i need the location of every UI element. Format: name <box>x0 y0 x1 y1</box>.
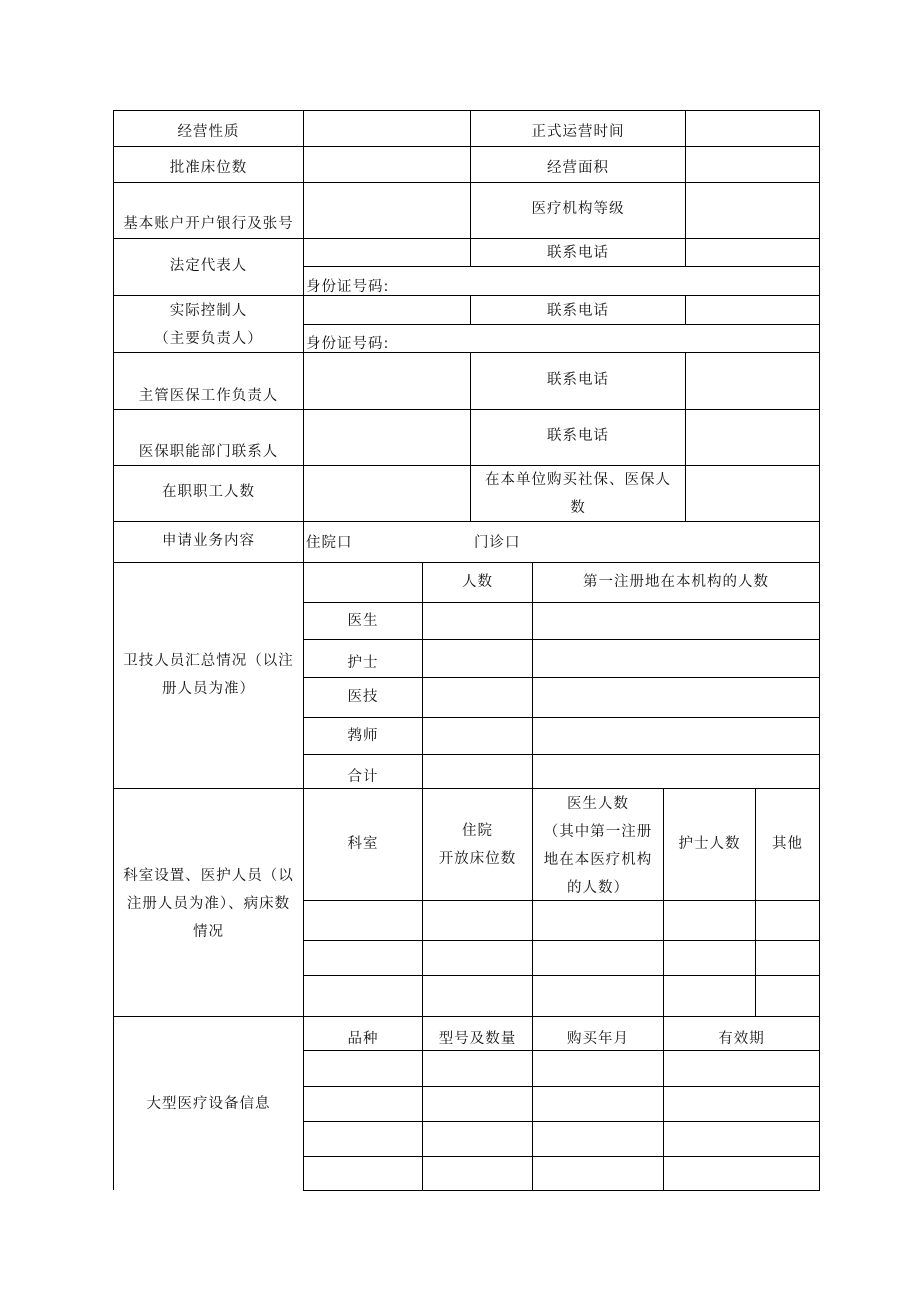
business-area-label: 经营面积 <box>547 160 609 176</box>
actual-controller-line2: （主要负责人） <box>154 331 263 347</box>
insurance-contact-label: 医保职能部门联系人 <box>138 444 279 460</box>
legal-rep-id-label: 身份证号码: <box>306 278 390 295</box>
staff-row-total: 合计 <box>347 769 379 785</box>
insurance-head-label: 主管医保工作负责人 <box>138 388 279 404</box>
employees-label: 在职职工人数 <box>162 484 255 500</box>
staff-row-doctor: 医生 <box>347 613 379 629</box>
equipment-label: 大型医疗设备信息 <box>146 1096 271 1112</box>
legal-rep-phone-label: 联系电话 <box>547 245 609 261</box>
equipment-type-header: 品种 <box>347 1031 379 1047</box>
apply-content-label: 申请业务内容 <box>162 533 255 549</box>
departments-line2: 注册人员为准）、病床数 <box>126 896 291 912</box>
dept-nurses-header: 护士人数 <box>678 836 741 852</box>
bank-account-label: 基本账户开户银行及张号 <box>123 216 294 232</box>
staff-summary-line2: 册人员为准） <box>162 681 255 697</box>
dept-beds-header <box>423 817 532 873</box>
staff-summary-line1: 卫技人员汇总情况（以注 <box>123 653 294 669</box>
actual-controller-label <box>114 297 303 353</box>
staff-row-technician: 医技 <box>347 689 379 705</box>
equipment-validity-header: 有效期 <box>718 1031 765 1047</box>
approved-beds-label: 批准床位数 <box>169 160 248 176</box>
departments-label <box>114 862 303 946</box>
staff-count-header: 人数 <box>462 574 493 590</box>
dept-col-header: 科室 <box>347 836 379 852</box>
inpatient-option[interactable]: 住院口 <box>306 534 353 551</box>
staff-row-nurse: 护士 <box>347 655 379 671</box>
actual-controller-id-label: 身份证号码: <box>306 335 390 352</box>
dept-beds-line1: 住院 <box>462 823 493 839</box>
equipment-year-header: 购买年月 <box>567 1031 629 1047</box>
departments-line1: 科室设置、医护人员（以 <box>123 868 294 884</box>
business-nature-label: 经营性质 <box>177 124 240 140</box>
social-insured-label <box>471 466 685 522</box>
staff-row-pharmacist: 鹁师 <box>347 728 379 744</box>
outpatient-option[interactable]: 门诊口 <box>474 534 521 551</box>
institution-grade-label: 医疗机构等级 <box>531 201 625 217</box>
dept-doctors-line4: 的人数） <box>567 880 629 896</box>
formal-operation-time-label: 正式运营时间 <box>531 124 625 140</box>
social-insured-line2: 数 <box>570 500 586 516</box>
dept-doctors-line3: 地在本医疗机构 <box>543 852 653 868</box>
staff-first-reg-header: 第一注册地在本机构的人数 <box>583 574 769 590</box>
dept-doctors-line2: （其中第一注册 <box>543 824 653 840</box>
dept-doctors-line1: 医生人数 <box>567 796 629 812</box>
dept-doctors-header <box>533 790 663 902</box>
staff-summary-label <box>114 647 303 703</box>
actual-controller-line1: 实际控制人 <box>169 303 248 319</box>
actual-controller-phone-label: 联系电话 <box>547 303 609 319</box>
social-insured-line1: 在本单位购买社保、医保人 <box>485 472 671 488</box>
dept-beds-line2: 开放床位数 <box>438 851 517 867</box>
departments-line3: 情况 <box>193 924 224 940</box>
insurance-contact-phone-label: 联系电话 <box>547 428 609 444</box>
dept-other-header: 其他 <box>772 836 803 852</box>
insurance-head-phone-label: 联系电话 <box>547 372 609 388</box>
equipment-model-header: 型号及数量 <box>438 1031 517 1047</box>
legal-rep-label: 法定代表人 <box>169 258 248 274</box>
